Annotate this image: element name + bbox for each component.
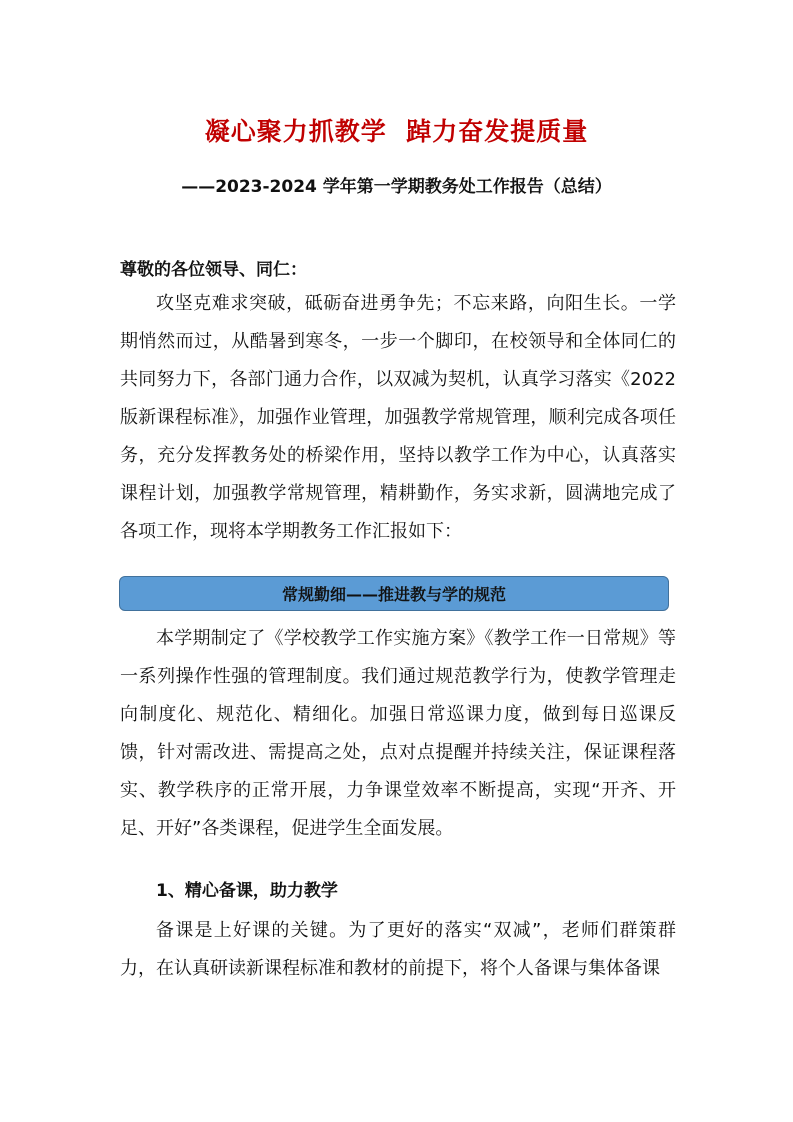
section-banner: 常规勤细——推进教与学的规范 [119,576,669,611]
paragraph-lesson-prep: 备课是上好课的关键。为了更好的落实“双减”，老师们群策群力，在认真研读新课程标准和教材的前提下，将个人备课与集体备课 [120,920,676,979]
greeting: 尊敬的各位领导、同仁： [120,260,307,280]
paragraph-routine: 本学期制定了《学校教学工作实施方案》《教学工作一日常规》等一系列操作性强的管理制度。我们通过规范教学行为，使教学管理走向制度化、规范化、精细化。加强日常巡课力度，做到每日巡课反馈，针对需改进、需提高之处，点对点提醒并持续关注，保证课程落实、教学秩序的正常开展，力争课堂效率不断提高，实现“开齐、开足、开好”各类课程，促进学生全面发展。 [120,628,676,839]
document-subtitle: ——2023-2024 学年第一学期教务处工作报告（总结） [181,177,612,197]
paragraph-intro: 攻坚克难求突破，砥砺奋进勇争先；不忘来路，向阳生长。一学期悄然而过，从酷暑到寒冬，一步一个脚印，在校领导和全体同仁的共同努力下，各部门通力合作，以双减为契机，认真学习落实《2022版新课程标准》，加强作业管理，加强教学常规管理，顺利完成各项任务，充分发挥教务处的桥梁作用，坚持以教学工作为中心，认真落实课程计划，加强教学常规管理，精耕勤作，务实求新，圆满地完成了各项工作，现将本学期教务工作汇报如下： [120,293,676,542]
document-title: 凝心聚力抓教学 踔力奋发提质量 [204,117,589,146]
subheading-lesson-prep: 1、精心备课，助力教学 [156,881,338,901]
